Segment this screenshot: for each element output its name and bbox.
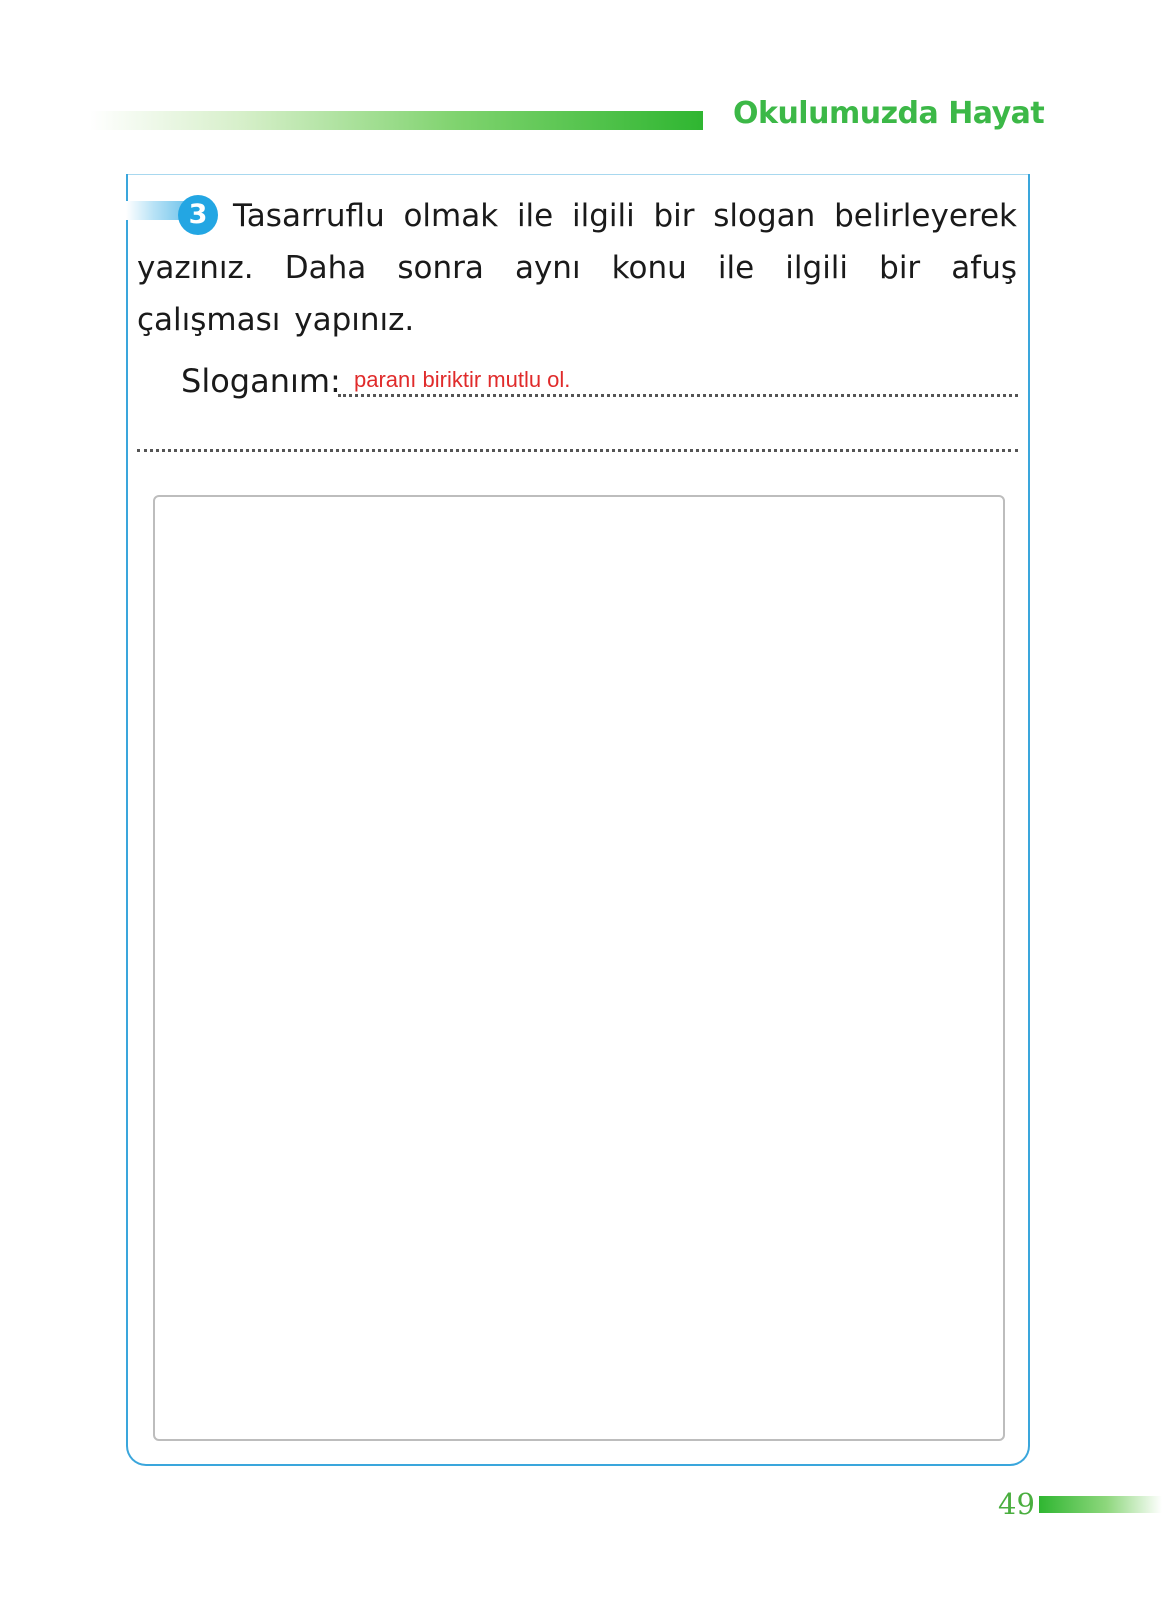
- slogan-answer-line-2[interactable]: [137, 449, 1018, 452]
- page-number: 49: [998, 1487, 1035, 1521]
- slogan-answer: paranı biriktir mutlu ol.: [354, 367, 571, 392]
- poster-drawing-area[interactable]: [153, 495, 1005, 1441]
- slogan-answer-line[interactable]: [338, 394, 1018, 397]
- header-gradient-bar: [90, 111, 703, 130]
- question-text: Tasarruflu olmak ile ilgili bir slogan belirleyerek yazınız. Daha sonra aynı konu ile ilgili bir afuş çalışması yapınız.: [137, 198, 1017, 338]
- unit-title: Okulumuzda Hayat: [733, 96, 1045, 131]
- question-number-badge: 3: [178, 195, 218, 235]
- footer-gradient-bar: [1039, 1496, 1162, 1513]
- slogan-label: Sloganım:: [181, 362, 341, 400]
